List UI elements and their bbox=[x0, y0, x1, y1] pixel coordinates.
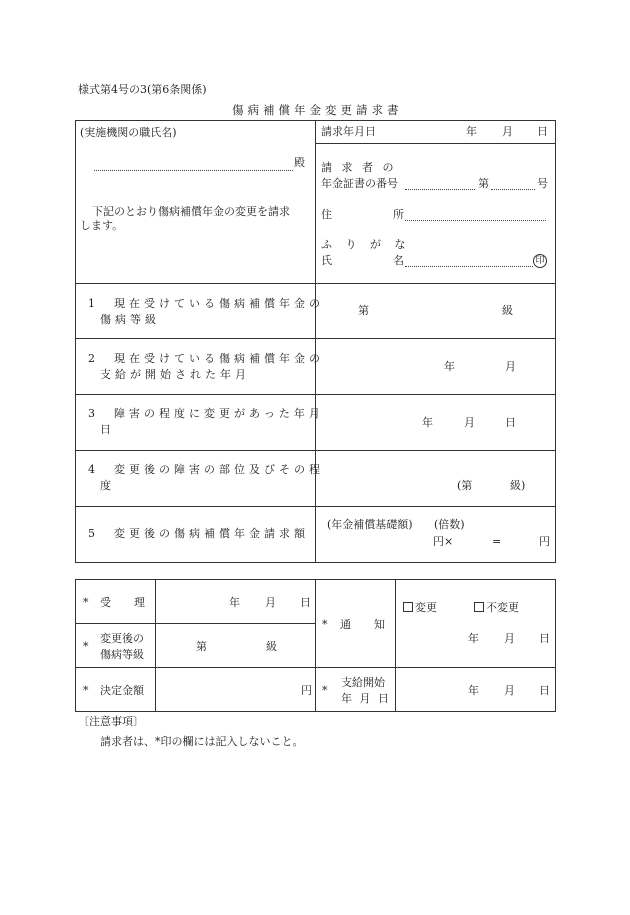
table-rule bbox=[75, 283, 556, 284]
table-rule bbox=[395, 579, 396, 712]
table-rule bbox=[75, 120, 76, 562]
table-rule bbox=[75, 394, 556, 395]
seal-mark: 印 bbox=[533, 254, 547, 268]
row5-text-1: 5 変更後の傷病補償年金請求額 bbox=[88, 527, 309, 540]
receipt-day: 日 bbox=[300, 596, 311, 609]
decided-star: * bbox=[83, 684, 89, 697]
row4-text-2: 度 bbox=[100, 479, 111, 492]
row2-year: 年 bbox=[444, 360, 455, 373]
row5-equals: = bbox=[492, 535, 502, 548]
receipt-year: 年 bbox=[229, 596, 240, 609]
table-rule bbox=[75, 623, 315, 624]
row1-kyu: 級 bbox=[502, 304, 513, 317]
grade-label-1: 変更後の bbox=[100, 632, 144, 645]
name-field[interactable] bbox=[405, 266, 533, 267]
decided-yen: 円 bbox=[301, 684, 312, 697]
address-label-1: 住 bbox=[321, 208, 332, 221]
row2-month: 月 bbox=[505, 360, 516, 373]
start-label-2: 年 月 日 bbox=[341, 692, 391, 705]
date-year: 年 bbox=[466, 125, 477, 138]
table-rule bbox=[315, 579, 316, 712]
date-day: 日 bbox=[537, 125, 548, 138]
row3-day: 日 bbox=[505, 416, 516, 429]
changed-checkbox[interactable] bbox=[403, 602, 413, 612]
row4-text-1: 4 変更後の障害の部位及びその程 bbox=[88, 463, 324, 476]
form-title: 傷病補償年金変更請求書 bbox=[232, 103, 403, 117]
certificate-number-field-2[interactable] bbox=[491, 189, 535, 190]
grade-kyu: 級 bbox=[266, 640, 277, 653]
notice-label: 通 知 bbox=[340, 618, 391, 631]
name-label-1: 氏 bbox=[321, 254, 332, 267]
row2-text-2: 支給が開始された年月 bbox=[100, 368, 250, 381]
start-label-1: 支給開始 bbox=[341, 676, 385, 689]
row1-text-1: 1 現在受けている傷病補償年金の bbox=[88, 297, 324, 310]
date-label: 請求年月日 bbox=[321, 125, 376, 138]
not-changed-checkbox[interactable] bbox=[474, 602, 484, 612]
address-field[interactable] bbox=[405, 220, 546, 221]
table-rule bbox=[315, 120, 316, 562]
agency-label: (実施機関の職氏名) bbox=[80, 126, 177, 139]
table-rule bbox=[75, 579, 76, 712]
notice-day: 日 bbox=[539, 632, 550, 645]
row5-multiple-label: (倍数) bbox=[434, 518, 465, 531]
table-rule bbox=[155, 579, 156, 712]
furigana-label: ふ り が な bbox=[321, 238, 411, 251]
start-year: 年 bbox=[468, 684, 479, 697]
not-changed-option[interactable]: 不変更 bbox=[474, 601, 519, 615]
row3-text-2: 日 bbox=[100, 423, 111, 436]
receipt-month: 月 bbox=[265, 596, 276, 609]
row4-dai: (第 bbox=[457, 479, 473, 492]
table-rule bbox=[555, 120, 556, 562]
row2-text-1: 2 現在受けている傷病補償年金の bbox=[88, 352, 324, 365]
row4-kyu: 級) bbox=[510, 479, 526, 492]
notice-month: 月 bbox=[504, 632, 515, 645]
form-id: 様式第4号の3(第6条関係) bbox=[78, 83, 207, 96]
address-label-2: 所 bbox=[393, 208, 404, 221]
decided-label: 決定金額 bbox=[100, 684, 144, 697]
grade-star: * bbox=[83, 640, 89, 653]
table-rule bbox=[75, 562, 556, 563]
table-rule bbox=[75, 506, 556, 507]
row3-year: 年 bbox=[422, 416, 433, 429]
receipt-label: 受 理 bbox=[100, 596, 151, 609]
changed-option[interactable]: 変更 bbox=[403, 601, 437, 615]
table-rule bbox=[75, 450, 556, 451]
honorific: 殿 bbox=[294, 156, 305, 169]
row5-base-label: (年金補償基礎額) bbox=[327, 518, 413, 531]
notes-text: 請求者は、*印の欄には記入しないこと。 bbox=[100, 735, 304, 748]
row5-yen-times: 円× bbox=[433, 535, 454, 548]
notice-star: * bbox=[322, 618, 328, 631]
notice-year: 年 bbox=[468, 632, 479, 645]
number-dai: 第 bbox=[478, 177, 489, 190]
start-month: 月 bbox=[504, 684, 515, 697]
agency-name-field[interactable] bbox=[94, 170, 293, 171]
request-text-2: します。 bbox=[80, 219, 124, 232]
row5-yen: 円 bbox=[539, 535, 550, 548]
table-rule bbox=[315, 143, 556, 144]
row1-text-2: 傷病等級 bbox=[100, 313, 160, 326]
start-day: 日 bbox=[539, 684, 550, 697]
name-label-2: 名 bbox=[393, 254, 404, 267]
row3-text-1: 3 障害の程度に変更があった年月 bbox=[88, 407, 324, 420]
receipt-star: * bbox=[83, 596, 89, 609]
row1-dai: 第 bbox=[358, 304, 369, 317]
request-text-1: 下記のとおり傷病補償年金の変更を請求 bbox=[92, 205, 290, 218]
notes-heading: 〔注意事項〕 bbox=[78, 715, 144, 728]
start-star: * bbox=[322, 684, 328, 697]
date-month: 月 bbox=[502, 125, 513, 138]
certificate-number-field[interactable] bbox=[405, 189, 475, 190]
table-rule bbox=[75, 338, 556, 339]
row3-month: 月 bbox=[464, 416, 475, 429]
grade-dai: 第 bbox=[196, 640, 207, 653]
table-rule bbox=[555, 579, 556, 712]
table-rule bbox=[75, 667, 556, 668]
number-go: 号 bbox=[537, 177, 548, 190]
grade-label-2: 傷病等級 bbox=[100, 648, 144, 661]
claimant-label-2: 年金証書の番号 bbox=[321, 177, 398, 190]
claimant-label-1: 請 求 者 の bbox=[321, 161, 397, 174]
